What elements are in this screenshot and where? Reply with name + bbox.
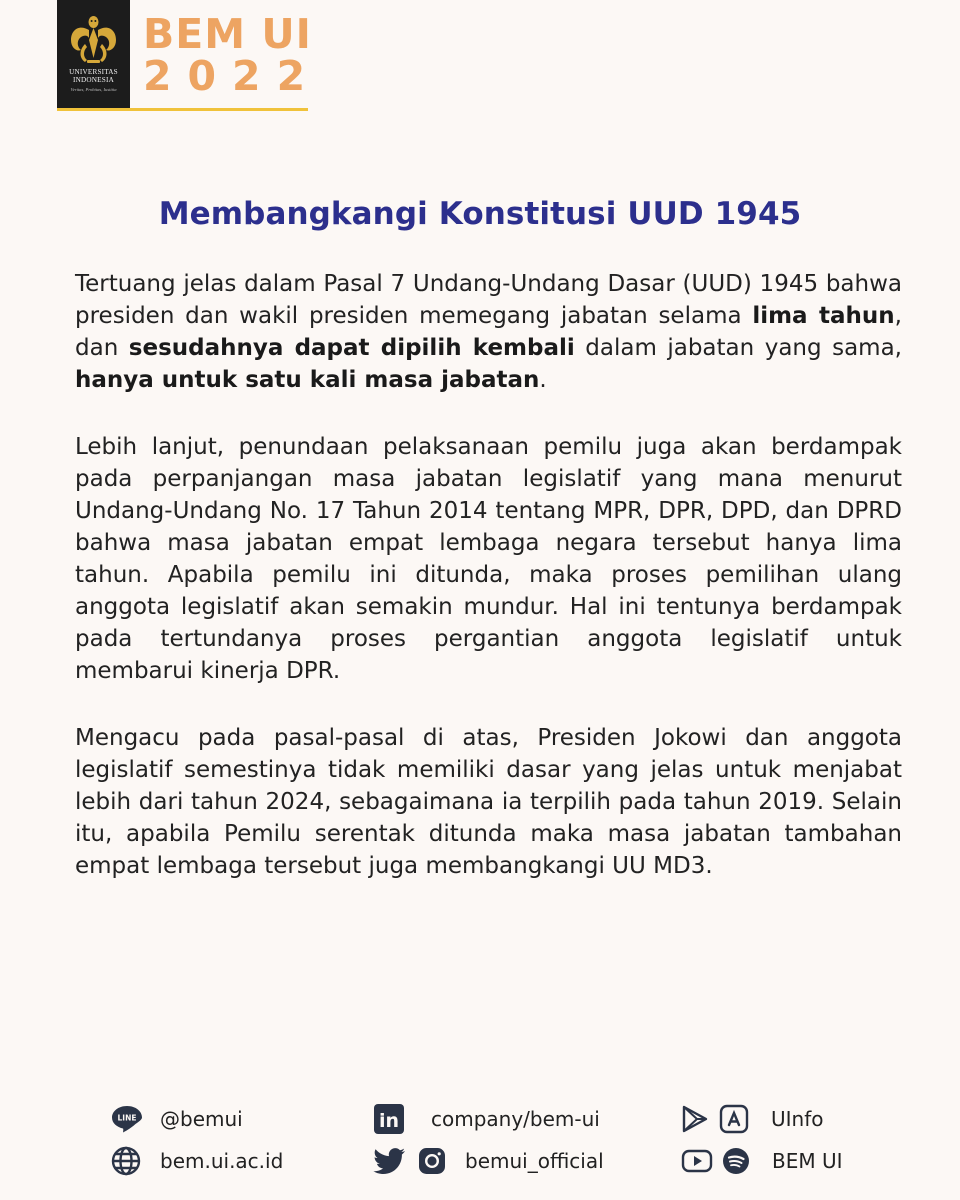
paragraph-1-text: Tertuang jelas dalam Pasal 7 Undang-Undang Dasar (UUD) 1945 bahwa presiden dan wakil presiden memegang jabatan selama	[75, 271, 902, 329]
footer-website-label: bem.ui.ac.id	[160, 1149, 284, 1173]
line-icon-text: LINE	[117, 1113, 137, 1123]
footer-social-link[interactable]	[373, 1141, 604, 1181]
paragraph-1-text: dalam jabatan yang sama,	[574, 335, 902, 361]
paragraph-1-bold-lima-tahun: lima tahun	[752, 303, 895, 329]
instagram-icon	[417, 1146, 447, 1176]
footer-app-label: UInfo	[771, 1107, 824, 1131]
footer-app-link[interactable]	[681, 1099, 824, 1139]
line-icon	[110, 1104, 144, 1134]
header-brand	[57, 0, 322, 112]
paragraph-3: Mengacu pada pasal-pasal di atas, Presiden Jokowi dan anggota legislatif semestinya tidak memiliki dasar yang jelas untuk menjabat lebih dari tahun 2024, sebagaimana ia terpilih pada tahun 2019. Selain itu, apabila Pemilu serentak ditunda maka masa jabatan tambahan empat lembaga tersebut juga membangkangi UU MD3.	[75, 725, 902, 879]
paragraph-1-text: .	[539, 367, 547, 393]
logo-motto: Veritas, Probitas, Iustitia	[70, 87, 117, 92]
makara-emblem-icon	[65, 10, 122, 66]
paragraph-1	[75, 268, 902, 396]
footer-website-link[interactable]	[110, 1141, 283, 1181]
header-underline	[57, 108, 308, 111]
footer-media-link[interactable]	[681, 1141, 843, 1181]
app-store-icon	[719, 1104, 749, 1134]
globe-icon	[110, 1145, 142, 1177]
twitter-icon	[373, 1146, 407, 1176]
brand-name: BEM UI	[143, 10, 312, 58]
paragraph-2: Lebih lanjut, penundaan pelaksanaan pemilu juga akan berdampak pada perpanjangan masa jabatan legislatif yang mana menurut Undang-Undang No. 17 Tahun 2014 tentang MPR, DPR, DPD, dan DPRD bahwa masa jabatan empat lembaga negara tersebut hanya lima tahun. Apabila pemilu ini ditunda, maka proses pemilihan ulang anggota legislatif akan semakin mundur. Hal ini tentunya berdampak pada tertundanya proses pergantian anggota legislatif untuk membarui kinerja DPR.	[75, 434, 902, 684]
footer-linkedin-label: company/bem-ui	[431, 1107, 600, 1131]
article-title: Membangkangi Konstitusi UUD 1945	[158, 196, 802, 232]
linkedin-icon-text: in	[378, 1110, 400, 1132]
logo-university-name	[57, 68, 130, 84]
linkedin-icon	[373, 1103, 405, 1135]
paragraph-1-bold-satu-kali: hanya untuk satu kali masa jabatan	[75, 367, 540, 393]
footer-line-label: @bemui	[160, 1107, 243, 1131]
logo-university-line1: UNIVERSITAS	[69, 68, 118, 76]
brand-year: 2022	[143, 52, 322, 100]
paragraph-1-bold-dipilih-kembali: sesudahnya dapat dipilih kembali	[128, 335, 575, 361]
logo-university-line2: INDONESIA	[73, 76, 114, 84]
youtube-icon	[681, 1146, 713, 1176]
google-play-icon	[681, 1104, 709, 1134]
spotify-icon	[721, 1146, 751, 1176]
article-body	[75, 268, 902, 917]
footer-media-label: BEM UI	[772, 1149, 843, 1173]
footer-social-label: bemui_official	[465, 1149, 604, 1173]
footer-contacts	[0, 1095, 960, 1185]
footer-linkedin-link[interactable]	[373, 1099, 600, 1139]
universitas-indonesia-logo	[57, 0, 130, 109]
footer-line-link[interactable]	[110, 1099, 243, 1139]
paragraph-1-text: , dan	[75, 303, 902, 361]
